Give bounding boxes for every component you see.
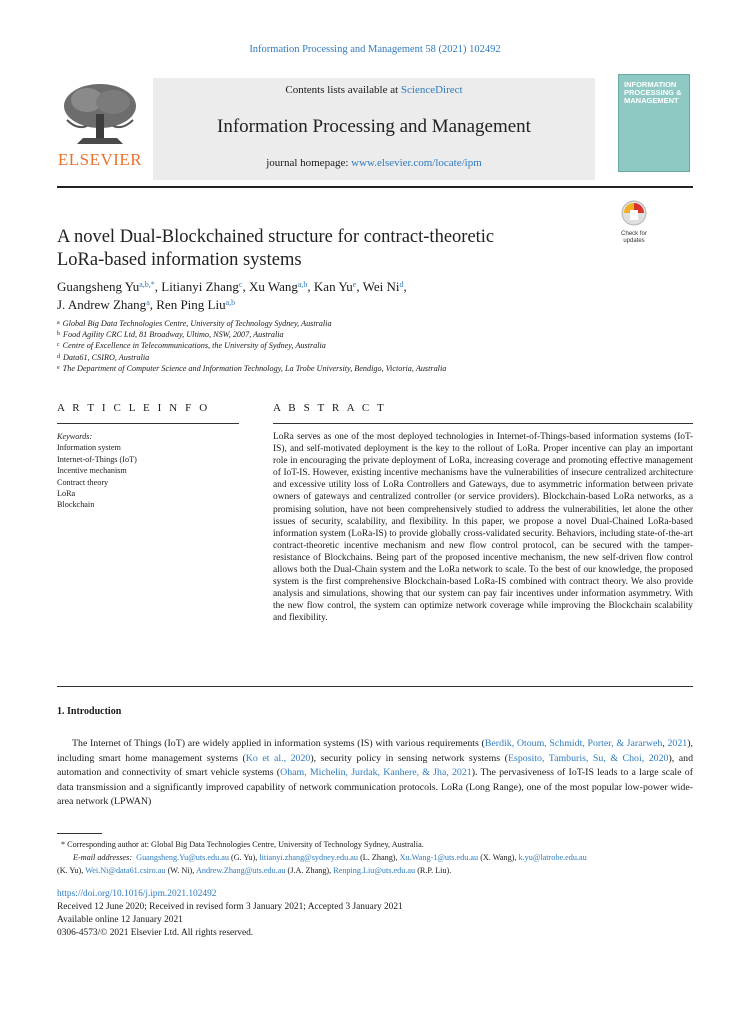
article-info-divider <box>57 423 239 424</box>
received-dates: Received 12 June 2020; Received in revised form 3 January 2021; Accepted 3 January 2021 <box>57 902 403 912</box>
footnote-divider <box>57 833 102 834</box>
affiliation-text: Data61, CSIRO, Australia <box>63 352 150 362</box>
header-divider <box>57 186 693 188</box>
email-owner: (W. Ni), <box>165 866 196 876</box>
email-owner: (K. Yu), <box>57 866 86 876</box>
author-affil-mark[interactable]: a,b <box>225 298 236 307</box>
author-separator: , <box>154 279 162 294</box>
journal-header-box <box>153 78 595 180</box>
journal-name: Information Processing and Management <box>217 116 531 137</box>
contents-prefix: Contents lists available at <box>285 84 401 96</box>
paper-title <box>57 226 587 272</box>
email-owner: (X. Wang), <box>478 853 519 863</box>
journal-citation-line[interactable]: Information Processing and Management 58 (2021) 102492 <box>249 44 501 55</box>
affiliation-mark: e <box>57 364 60 371</box>
author-affil-mark[interactable]: a,b <box>297 280 308 289</box>
publication-info <box>57 888 693 940</box>
email-link[interactable]: Wei.Ni@data61.csiro.au <box>85 866 166 876</box>
affiliation-item <box>57 318 617 329</box>
intro-text-run: , <box>662 738 668 749</box>
affiliation-mark: d <box>57 353 60 360</box>
article-info-heading: A R T I C L E I N F O <box>57 402 210 414</box>
title-line-1: A novel Dual-Blockchained structure for contract-theoretic <box>57 227 495 247</box>
citation-link[interactable]: 2021 <box>667 738 688 749</box>
email-addresses-cont <box>57 864 693 877</box>
citation-link[interactable]: Esposito, Tamburis, Su, & Choi, 2020 <box>507 752 669 764</box>
abstract-bottom-divider <box>57 686 693 687</box>
author-separator: , <box>356 279 363 294</box>
copyright-line: 0306-4573/© 2021 Elsevier Ltd. All rights reserved. <box>57 928 254 938</box>
abstract-text: LoRa serves as one of the most deployed technologies in Internet-of-Things-based information systems (IoT-IS), and self-motivated deployment is the key to the rollout of LoRa. Proper incentive can play an important role in encouraging the private deployment of LoRa, increasing coverage and promoting effective management of IoT-IS. However, existing incentive mechanisms have the vulnerabilities of insecure centralized architecture and excessive utility loss of LoRa Controllers and Gateways, due to asymmetric information between private owners of gateways and centralized controller (or service providers). Blockchain-based LoRa networks, as a promising solution, have not been comprehensively studied to address the vulnerabilities, let alone the other issues of security, scalability, and flexibility. In this paper, we propose a novel Dual-Chained LoRa-based information system (LoRa-IS) to provide globally cross-validated security. Behaviors, including state-of-the-art contract-theoretic incentive mechanism and new flow control protocol, can be secured with the tamper-resistance of Blockchains. Being part of the proposed incentive mechanism, the new self-driven flow control allows both the Dual-Chain system and the LoRa network to scale. To the best of our knowledge, the proposed system is the first comprehensive Blockchain-based LoRa-IS combined with contract theory. We also provide analysis and simulations, showing that our system can pay fair incentives under information asymmetry. With the new flow control, the system can optimize network coverage while improving the Blockchain scalability and flexibility. <box>273 432 693 624</box>
cover-title: INFORMATION PROCESSING & MANAGEMENT <box>624 80 682 105</box>
keyword-item: Incentive mechanism <box>57 466 127 476</box>
introduction-heading: 1. Introduction <box>57 706 122 717</box>
affiliation-item <box>57 352 617 363</box>
email-owner: (R.P. Liu). <box>415 866 452 876</box>
publisher-name: ELSEVIER <box>57 150 143 169</box>
email-link[interactable]: litianyi.zhang@sydney.edu.au <box>259 853 359 863</box>
intro-text-run: The Internet of Things (IoT) are widely applied in information systems (IS) with various requirements ( <box>72 738 485 749</box>
keyword-item: Blockchain <box>57 500 95 510</box>
introduction-paragraph <box>57 737 693 810</box>
intro-text-run: ), including smart home management systems ( <box>57 738 693 764</box>
author-separator: , <box>307 279 314 294</box>
contents-line <box>153 84 595 96</box>
keyword-item: Contract theory <box>57 477 109 487</box>
email-owner: (L. Zhang), <box>358 853 400 863</box>
homepage-line <box>153 157 595 169</box>
author-separator: , <box>149 297 157 312</box>
affiliation-text: The Department of Computer Science and Information Technology, La Trobe University, Bendigo, Victoria, Australia <box>62 363 447 373</box>
affiliation-item <box>57 363 617 374</box>
email-owner: (J.A. Zhang), <box>285 866 334 876</box>
email-owner: (G. Yu), <box>228 853 260 863</box>
author-name[interactable]: Ren Ping Liu <box>156 297 226 312</box>
doi-link[interactable]: https://doi.org/10.1016/j.ipm.2021.102492 <box>57 889 217 899</box>
author-name[interactable]: Kan Yu <box>313 279 353 294</box>
citation-link[interactable]: Oham, Michelin, Jurdak, Kanhere, & Jha, 2021 <box>280 767 472 779</box>
author-affil-mark[interactable]: d <box>399 280 404 289</box>
intro-text-run: ), security policy in sensing network systems ( <box>310 752 508 764</box>
keywords-label: Keywords: <box>57 432 93 441</box>
email-link[interactable]: k.yu@latrobe.edu.au <box>518 853 587 863</box>
author-name[interactable]: Wei Ni <box>362 279 400 294</box>
author-affil-mark[interactable]: a,b,* <box>139 280 155 289</box>
corresponding-author-note: * Corresponding author at: Global Big Data Technologies Centre, University of Technology Sydney, Australia. <box>61 840 424 849</box>
affiliation-list <box>57 318 617 374</box>
email-link[interactable]: Andrew.Zhang@uts.edu.au <box>195 866 286 876</box>
available-online: Available online 12 January 2021 <box>57 915 183 925</box>
email-addresses <box>57 851 693 864</box>
author-name[interactable]: Xu Wang <box>248 279 298 294</box>
sciencedirect-link[interactable]: ScienceDirect <box>400 84 463 96</box>
citation-link[interactable]: Ko et al., 2020 <box>245 752 311 764</box>
affiliation-mark: c <box>57 342 60 349</box>
abstract-heading: A B S T R A C T <box>273 402 387 414</box>
author-affil-mark[interactable]: a <box>146 298 150 307</box>
journal-cover-thumbnail[interactable] <box>618 74 690 172</box>
email-link[interactable]: Guangsheng.Yu@uts.edu.au <box>136 853 229 863</box>
keyword-item: LoRa <box>57 489 76 499</box>
check-for-updates-badge[interactable] <box>618 200 650 245</box>
journal-header <box>57 78 693 188</box>
crossmark-icon <box>621 200 647 226</box>
abstract-divider <box>273 423 693 424</box>
footnotes <box>57 838 693 878</box>
keyword-item: Internet-of-Things (IoT) <box>57 454 137 464</box>
affiliation-item <box>57 340 617 351</box>
author-list <box>57 278 617 314</box>
affiliation-mark: b <box>57 331 60 338</box>
title-line-2: LoRa-based information systems <box>57 250 302 270</box>
email-link[interactable]: Renping.Liu@uts.edu.au <box>333 866 416 876</box>
email-label: E-mail addresses: <box>73 853 133 863</box>
affiliation-item <box>57 329 617 340</box>
author-name[interactable]: Guangsheng Yu <box>57 279 140 294</box>
affiliation-mark: a <box>57 320 60 326</box>
author-name[interactable]: J. Andrew Zhang <box>57 297 147 312</box>
author-affil-mark[interactable]: e <box>352 280 357 289</box>
affiliation-text: Food Agility CRC Ltd, 81 Broadway, Ultimo, NSW, 2007, Australia <box>63 330 284 340</box>
author-separator: , <box>403 279 407 294</box>
intro-text-run: ). The pervasiveness of IoT-IS leads to a large scale of data transmission and a significantly improved capability of network communication protocols. LoRa (Long Range), one of the most popular low-power wide-area network (LPWAN) <box>57 767 693 808</box>
homepage-prefix: journal homepage: <box>266 157 352 169</box>
affiliation-text: Global Big Data Technologies Centre, University of Technology Sydney, Australia <box>62 319 332 328</box>
author-name[interactable]: Litianyi Zhang <box>161 279 239 294</box>
email-link[interactable]: Xu.Wang-1@uts.edu.au <box>399 853 479 863</box>
intro-text-run: ), and automation and connectivity of smart vehicle systems ( <box>57 752 694 779</box>
affiliation-text: Centre of Excellence in Telecommunications, the University of Sydney, Australia <box>62 341 326 351</box>
elsevier-tree-icon <box>57 80 143 150</box>
citation-link[interactable]: Berdik, Otoum, Schmidt, Porter, & Jararweh <box>484 738 663 749</box>
check-for-updates-label: Check for updates <box>621 231 647 244</box>
keywords-block <box>57 431 239 511</box>
keyword-item: Information system <box>57 443 121 453</box>
homepage-link[interactable]: www.elsevier.com/locate/ipm <box>351 157 482 169</box>
author-affil-mark[interactable]: c <box>238 280 243 289</box>
author-separator: , <box>242 279 249 294</box>
